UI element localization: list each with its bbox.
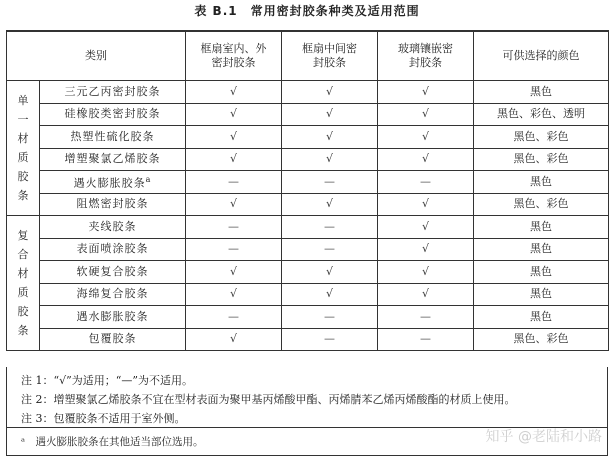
cell-frame-sash-middle: √	[282, 126, 378, 149]
strip-name: 硅橡胶类密封胶条	[40, 103, 186, 126]
table-row	[7, 171, 609, 194]
strip-name: 遇火膨胀胶条$^a$	[40, 171, 186, 194]
table-caption: 表 B.1 常用密封胶条种类及适用范围	[194, 4, 420, 18]
table-row	[7, 103, 609, 126]
cell-glazing: √	[378, 193, 474, 216]
strip-name: 遇水膨胀胶条	[40, 306, 186, 329]
cell-frame-sash-inner-outer: —	[186, 238, 282, 261]
cell-color-options: 黑色、彩色	[474, 126, 609, 149]
table-row	[7, 238, 609, 261]
cell-frame-sash-inner-outer: √	[186, 81, 282, 104]
header-row	[7, 31, 609, 81]
cell-glazing: √	[378, 81, 474, 104]
table-row	[7, 328, 609, 351]
group-label: 复合材质胶条	[7, 216, 40, 351]
cell-color-options: 黑色	[474, 261, 609, 284]
cell-frame-sash-inner-outer: √	[186, 193, 282, 216]
header-frame-sash-middle: 框扇中间密封胶条	[282, 31, 378, 81]
table-row	[7, 283, 609, 306]
watermark: 知乎 @老陆和小路	[485, 429, 602, 445]
cell-frame-sash-middle: —	[282, 328, 378, 351]
strip-name: 热塑性硫化胶条	[40, 126, 186, 149]
cell-color-options: 黑色	[474, 238, 609, 261]
header-category: 类别	[7, 31, 186, 81]
table-row	[7, 261, 609, 284]
table-row	[7, 193, 609, 216]
cell-glazing: —	[378, 306, 474, 329]
header-frame-sash-inner-outer: 框扇室内、外密封胶条	[186, 31, 282, 81]
strip-name: 夹线胶条	[40, 216, 186, 239]
cell-color-options: 黑色、彩色	[474, 193, 609, 216]
footnote-marker: a	[145, 174, 152, 184]
cell-frame-sash-inner-outer: —	[186, 171, 282, 194]
strip-name: 软硬复合胶条	[40, 261, 186, 284]
strip-name: 阻燃密封胶条	[40, 193, 186, 216]
seal-strip-table	[6, 30, 609, 351]
cell-frame-sash-inner-outer: —	[186, 216, 282, 239]
strip-name: 表面喷涂胶条	[40, 238, 186, 261]
cell-color-options: 黑色、彩色	[474, 328, 609, 351]
cell-glazing: —	[378, 171, 474, 194]
cell-glazing: √	[378, 126, 474, 149]
table-row	[7, 81, 609, 104]
note-1: 注 1：“√”为适用；“—”为不适用。	[21, 374, 193, 387]
cell-frame-sash-middle: —	[282, 171, 378, 194]
cell-color-options: 黑色	[474, 283, 609, 306]
cell-color-options: 黑色	[474, 171, 609, 194]
cell-color-options: 黑色、彩色	[474, 148, 609, 171]
header-glazing: 玻璃镶嵌密封胶条	[378, 31, 474, 81]
strip-name: 增塑聚氯乙烯胶条	[40, 148, 186, 171]
group-label: 单一材质胶条	[7, 81, 40, 216]
cell-frame-sash-inner-outer: √	[186, 261, 282, 284]
cell-color-options: 黑色	[474, 216, 609, 239]
cell-glazing: √	[378, 283, 474, 306]
cell-glazing: √	[378, 148, 474, 171]
cell-frame-sash-inner-outer: √	[186, 328, 282, 351]
table-row	[7, 148, 609, 171]
cell-glazing: —	[378, 328, 474, 351]
cell-glazing: √	[378, 261, 474, 284]
cell-frame-sash-inner-outer: √	[186, 103, 282, 126]
header-color-options: 可供选择的颜色	[474, 31, 609, 81]
note-2: 注 2：增塑聚氯乙烯胶条不宜在型材表面为聚甲基丙烯酸甲酯、丙烯腈苯乙烯丙烯酸酯的材质上使用。	[21, 393, 516, 406]
cell-color-options: 黑色	[474, 81, 609, 104]
table-row	[7, 216, 609, 239]
cell-glazing: √	[378, 216, 474, 239]
cell-frame-sash-inner-outer: √	[186, 148, 282, 171]
cell-frame-sash-middle: √	[282, 103, 378, 126]
cell-frame-sash-middle: √	[282, 283, 378, 306]
note-3: 注 3：包覆胶条不适用于室外侧。	[21, 412, 186, 425]
cell-frame-sash-inner-outer: √	[186, 126, 282, 149]
cell-frame-sash-middle: —	[282, 238, 378, 261]
cell-frame-sash-middle: —	[282, 306, 378, 329]
strip-name: 海绵复合胶条	[40, 283, 186, 306]
cell-frame-sash-inner-outer: √	[186, 283, 282, 306]
cell-frame-sash-middle: √	[282, 148, 378, 171]
footnote-a: ᵃ 遇火膨胀胶条在其他适当部位选用。	[21, 436, 204, 448]
cell-frame-sash-middle: —	[282, 216, 378, 239]
table-row	[7, 126, 609, 149]
cell-color-options: 黑色	[474, 306, 609, 329]
cell-glazing: √	[378, 238, 474, 261]
table-row	[7, 306, 609, 329]
cell-frame-sash-middle: √	[282, 81, 378, 104]
cell-glazing: √	[378, 103, 474, 126]
cell-frame-sash-middle: √	[282, 193, 378, 216]
cell-color-options: 黑色、彩色、透明	[474, 103, 609, 126]
strip-name: 三元乙丙密封胶条	[40, 81, 186, 104]
cell-frame-sash-middle: √	[282, 261, 378, 284]
strip-name: 包覆胶条	[40, 328, 186, 351]
cell-frame-sash-inner-outer: —	[186, 306, 282, 329]
